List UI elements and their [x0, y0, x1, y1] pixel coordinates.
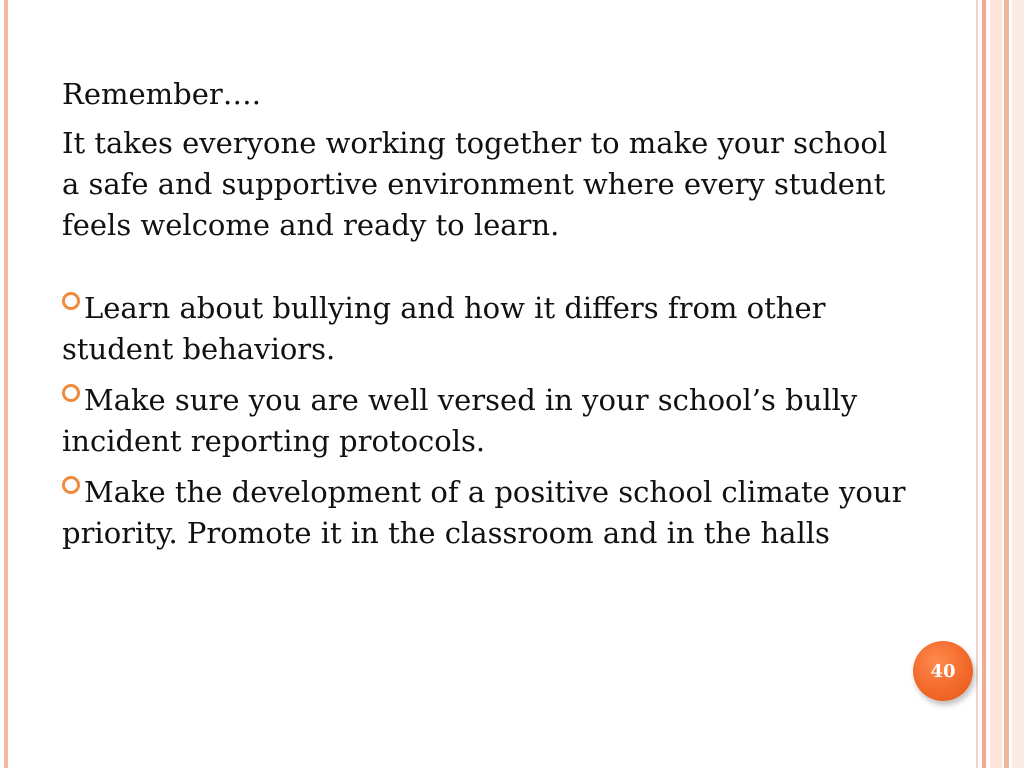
- bullet-item: [62, 288, 912, 370]
- stripe: [990, 0, 1002, 768]
- bullet-text: Make the development of a positive school climate your priority. Promote it in the classroom and in the halls: [62, 475, 906, 550]
- stripe: [1004, 0, 1009, 768]
- right-decorative-stripes: [976, 0, 1024, 768]
- page-number-badge: [913, 641, 973, 701]
- hollow-circle-bullet-icon: [62, 384, 80, 402]
- left-decorative-stripe: [4, 0, 8, 768]
- intro-paragraph: It takes everyone working together to make your school a safe and supportive environment where every student feels welcome and ready to learn.: [62, 126, 888, 242]
- hollow-circle-bullet-icon: [62, 476, 80, 494]
- stripe: [982, 0, 986, 768]
- remember-heading: Remember….: [62, 77, 261, 111]
- bullet-item: [62, 380, 912, 462]
- bullet-text: Make sure you are well versed in your school’s bully incident reporting protocols.: [62, 383, 858, 458]
- bullet-text: Learn about bullying and how it differs from other student behaviors.: [62, 291, 826, 366]
- page-number: 40: [930, 660, 956, 682]
- slide-content: [62, 74, 912, 564]
- hollow-circle-bullet-icon: [62, 292, 80, 310]
- stripe: [1012, 0, 1024, 768]
- stripe: [976, 0, 978, 768]
- bullet-item: [62, 472, 912, 554]
